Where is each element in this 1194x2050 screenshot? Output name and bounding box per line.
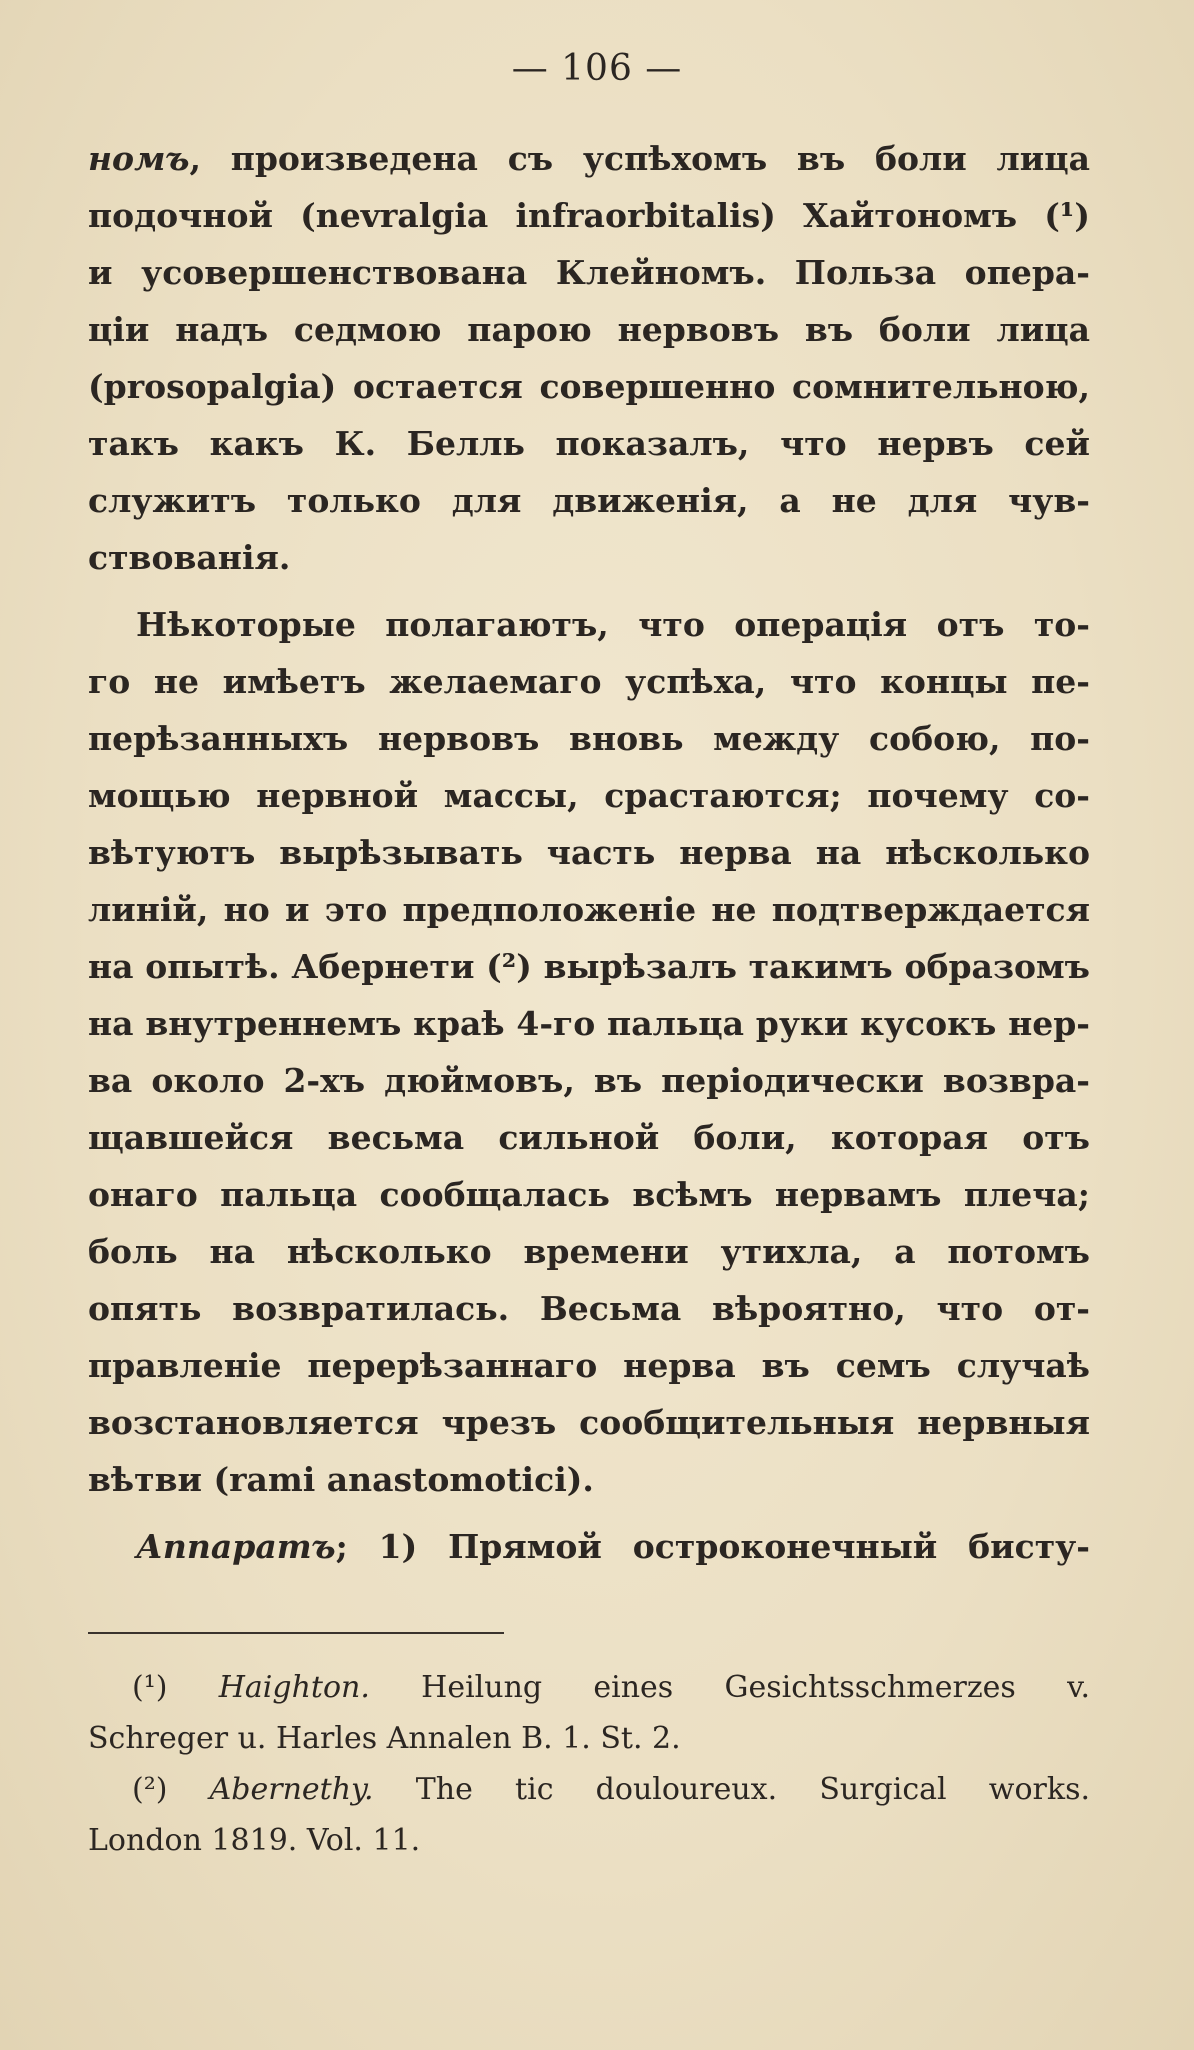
text-line: мощью нервной массы, срастаются; почему со- xyxy=(88,776,1090,815)
footnote-line: (²) Abernethy. The tic douloureux. Surgical works. xyxy=(132,1772,1090,1807)
text-line: возстановляется чрезъ сообщительныя нервныя xyxy=(88,1403,1090,1442)
paragraph xyxy=(88,1518,1090,1575)
footnote xyxy=(88,1764,1090,1866)
text-line: щавшейся весьма сильной боли, которая отъ xyxy=(88,1118,1090,1157)
page-number: — 106 — xyxy=(511,48,683,89)
text-line: линій, но и это предположеніе не подтверждается xyxy=(88,890,1090,929)
text-line: на опытѣ. Абернети (²) вырѣзалъ такимъ образомъ xyxy=(88,947,1090,986)
text-line: подочной (nevralgia infraorbitalis) Хайтономъ (¹) xyxy=(88,196,1090,235)
footnote-divider xyxy=(88,1632,504,1634)
paragraph xyxy=(88,130,1090,586)
text-line: онаго пальца сообщалась всѣмъ нервамъ плеча; xyxy=(88,1175,1090,1214)
text-line: вѣтви (rami anastomotici). xyxy=(88,1460,594,1499)
text-line: ціи надъ седмою парою нервовъ въ боли лица xyxy=(88,310,1090,349)
text-line: перѣзанныхъ нервовъ вновь между собою, по- xyxy=(88,719,1090,758)
text-line: боль на нѣсколько времени утихла, а потомъ xyxy=(88,1232,1090,1271)
text-line: на внутреннемъ краѣ 4-го пальца руки кусокъ нер- xyxy=(88,1004,1090,1043)
text-line: ствованія. xyxy=(88,538,291,577)
paragraph xyxy=(88,596,1090,1508)
text-line: такъ какъ К. Белль показалъ, что нервъ сей xyxy=(88,424,1090,463)
body-text xyxy=(88,130,1090,1575)
text-line: Нѣкоторые полагаютъ, что операція отъ то- xyxy=(136,605,1090,644)
footnote xyxy=(88,1662,1090,1764)
text-line: правленіе перерѣзаннаго нерва въ семъ случаѣ xyxy=(88,1346,1090,1385)
text-line: опять возвратилась. Весьма вѣроятно, что от- xyxy=(88,1289,1090,1328)
text-line: (prosopalgia) остается совершенно сомнительною, xyxy=(88,367,1090,406)
text-line: ва около 2-хъ дюймовъ, въ періодически возвра- xyxy=(88,1061,1090,1100)
text-line: Аппаратъ; 1) Прямой остроконечный бисту- xyxy=(136,1527,1090,1566)
text-line: го не имѣетъ желаемаго успѣха, что концы пе- xyxy=(88,662,1090,701)
text-line: вѣтуютъ вырѣзывать часть нерва на нѣсколько xyxy=(88,833,1090,872)
footnote-line: Schreger u. Harles Annalen B. 1. St. 2. xyxy=(88,1721,681,1756)
footnote-line: London 1819. Vol. 11. xyxy=(88,1823,421,1858)
text-line: и усовершенствована Клейномъ. Польза опера- xyxy=(88,253,1090,292)
footnotes xyxy=(88,1662,1090,1866)
text-line: номъ, произведена съ успѣхомъ въ боли лица xyxy=(88,139,1090,178)
text-line: служитъ только для движенія, а не для чув- xyxy=(88,481,1090,520)
footnote-line: (¹) Haighton. Heilung eines Gesichtsschmerzes v. xyxy=(132,1670,1090,1705)
